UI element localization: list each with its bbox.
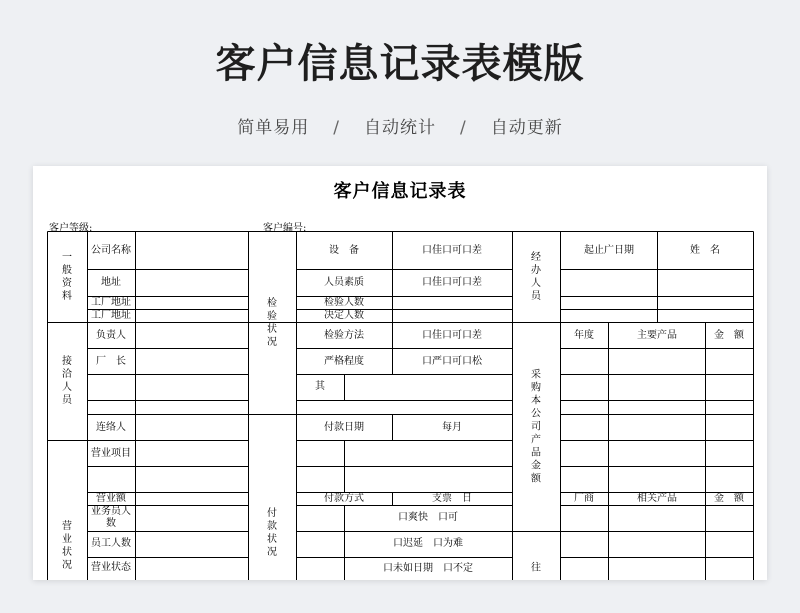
form-document — [33, 166, 767, 580]
main-product-header: 主要产品 — [637, 330, 677, 341]
related-product-header: 相关产品 — [637, 493, 677, 504]
strictness-options: 口严口可口松 — [422, 356, 482, 367]
pay-delay-options: 口迟延 口为难 — [393, 538, 463, 549]
year-header: 年度 — [574, 330, 594, 341]
decision-count-label: 决定人数 — [324, 310, 364, 321]
factory-address-label: 工厂地址 — [91, 310, 131, 321]
section-reception: 接洽人员 — [62, 356, 72, 406]
amount-header: 金 额 — [714, 330, 744, 341]
contact-person-label: 连络人 — [96, 422, 126, 433]
staff-count-label: 业务员人数 — [91, 506, 131, 529]
company-name-label: 公司名称 — [91, 245, 131, 256]
amount-header: 金 额 — [714, 493, 744, 504]
separator: / — [333, 118, 340, 138]
section-handler: 经办人员 — [531, 252, 541, 302]
address-label: 地址 — [101, 277, 121, 288]
pay-date-label: 付款日期 — [324, 422, 364, 433]
pay-date-value: 每月 — [442, 422, 462, 433]
start-end-date-label: 起止广日期 — [584, 245, 634, 256]
personnel-quality-options: 口佳口可口差 — [422, 277, 482, 288]
factory-address-label: 工厂地址 — [91, 297, 131, 308]
feature-auto-stats: 自动统计 — [364, 118, 436, 138]
employee-count-label: 员工人数 — [91, 538, 131, 549]
separator: / — [460, 118, 467, 138]
feature-auto-update: 自动更新 — [490, 118, 563, 138]
person-in-charge-label: 负责人 — [96, 330, 126, 341]
equipment-label: 设 备 — [329, 245, 359, 256]
inspection-method-label: 检验方法 — [324, 330, 364, 341]
pay-method-value: 支票 日 — [432, 493, 472, 504]
inspection-method-options: 口佳口可口差 — [422, 330, 482, 341]
pay-method-label: 付款方式 — [324, 493, 364, 504]
section-inspection: 检验状况 — [267, 298, 277, 348]
section-dealings: 往 — [531, 562, 541, 574]
other-label: 其 — [315, 381, 325, 392]
section-general: 一般资料 — [62, 252, 72, 302]
name-label: 姓 名 — [690, 245, 720, 256]
form-title: 客户信息记录表 — [333, 181, 467, 202]
personnel-quality-label: 人员素质 — [324, 277, 364, 288]
business-items-label: 营业项目 — [91, 448, 131, 459]
equipment-options: 口佳口可口差 — [422, 245, 482, 256]
factory-manager-label: 厂 长 — [96, 356, 126, 367]
section-business: 营业状况 — [62, 521, 72, 571]
page-title: 客户信息记录表模版 — [215, 41, 585, 87]
manufacturer-header: 厂商 — [574, 493, 594, 504]
business-status-label: 营业状态 — [91, 562, 131, 573]
strictness-label: 严格程度 — [324, 356, 364, 367]
pay-other-options: 口未如日期 口不定 — [383, 563, 473, 574]
customer-grade-label: 客户等级: — [49, 223, 93, 234]
customer-number-label: 客户编号: — [263, 223, 307, 234]
revenue-label: 营业额 — [96, 493, 126, 504]
pay-speed-options: 口爽快 口可 — [398, 512, 458, 523]
feature-list — [0, 113, 800, 138]
section-purchase: 采购本公司产品金额 — [531, 369, 541, 485]
feature-easy: 简单易用 — [237, 118, 310, 138]
section-payment: 付款状况 — [267, 508, 277, 558]
inspector-count-label: 检验人数 — [324, 297, 364, 308]
